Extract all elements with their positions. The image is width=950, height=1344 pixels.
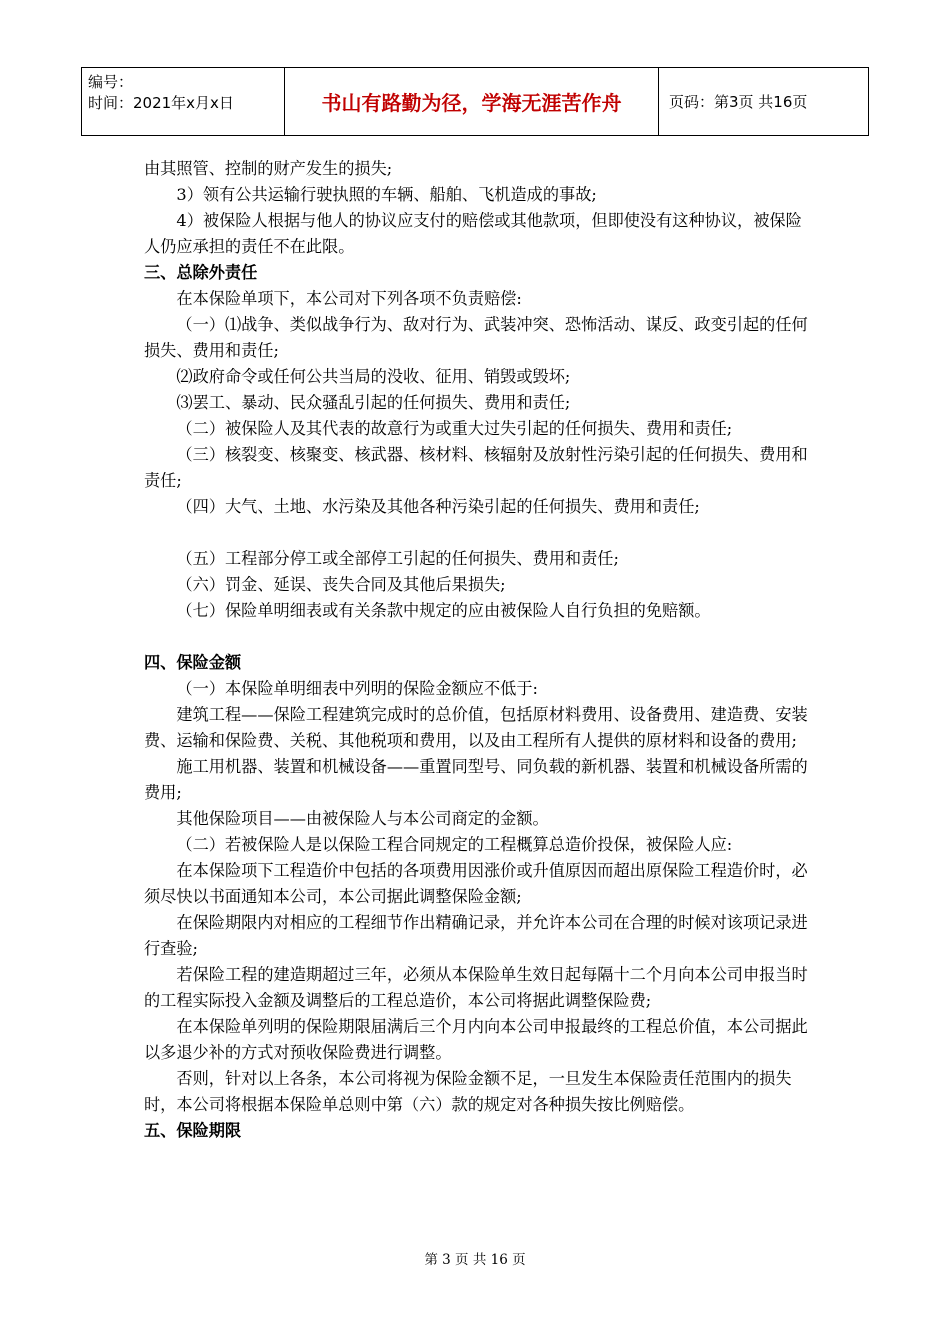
- page-footer: 第 3 页 共 16 页: [424, 1252, 526, 1268]
- paragraph: ⑶罢工、暴动、民众骚乱引起的任何损失、费用和责任;: [176, 393, 571, 412]
- paragraph: （五）工程部分停工或全部停工引起的任何损失、费用和责任;: [176, 549, 619, 568]
- paragraph: （二）若被保险人是以保险工程合同规定的工程概算总造价投保，被保险人应:: [176, 835, 733, 854]
- paragraph: 4）被保险人根据与他人的协议应支付的赔偿或其他款项，但即使没有这种协议，被保险人仍应承担的责任不在此限。: [144, 211, 802, 256]
- paragraph: 否则，针对以上各条，本公司将视为保险金额不足，一旦发生本保险责任范围内的损失时，本公司将根据本保险单总则中第（六）款的规定对各种损失按比例赔偿。: [144, 1069, 792, 1114]
- section-heading: 五、保险期限: [144, 1121, 242, 1140]
- header-motto: 书山有路勤为径，学海无涯苦作舟: [285, 68, 659, 135]
- paragraph: （一）⑴战争、类似战争行为、敌对行为、武装冲突、恐怖活动、谋反、政变引起的任何损失、费用和责任;: [144, 315, 808, 360]
- paragraph: （六）罚金、延误、丧失合同及其他后果损失;: [176, 575, 506, 594]
- paragraph: （二）被保险人及其代表的故意行为或重大过失引起的任何损失、费用和责任;: [176, 419, 733, 438]
- page-header: [81, 67, 869, 136]
- paragraph: 在本保险单列明的保险期限届满后三个月内向本公司申报最终的工程总价值，本公司据此以多退少补的方式对预收保险费进行调整。: [144, 1017, 808, 1062]
- section-heading: 四、保险金额: [144, 653, 242, 672]
- paragraph: ⑵政府命令或任何公共当局的没收、征用、销毁或毁坏;: [176, 367, 571, 386]
- paragraph: 若保险工程的建造期超过三年，必须从本保险单生效日起每隔十二个月向本公司申报当时的工程实际投入金额及调整后的工程总造价，本公司将据此调整保险费;: [144, 965, 808, 1010]
- paragraph: 由其照管、控制的财产发生的损失;: [144, 159, 393, 178]
- paragraph: 在本保险单项下，本公司对下列各项不负责赔偿:: [176, 289, 522, 308]
- paragraph: （四）大气、土地、水污染及其他各种污染引起的任何损失、费用和责任;: [176, 497, 700, 516]
- document-date-label: 时间：2021年x月x日: [88, 94, 234, 112]
- paragraph: 施工用机器、装置和机械设备——重置同型号、同负载的新机器、装置和机械设备所需的费用;: [144, 757, 808, 802]
- document-number-label: 编号：: [88, 73, 134, 91]
- paragraph: 其他保险项目——由被保险人与本公司商定的金额。: [176, 809, 549, 828]
- paragraph: （三）核裂变、核聚变、核武器、核材料、核辐射及放射性污染引起的任何损失、费用和责任;: [144, 445, 808, 490]
- paragraph: （一）本保险单明细表中列明的保险金额应不低于:: [176, 679, 538, 698]
- header-page-label: 页码：第3页 共16页: [669, 93, 808, 111]
- spacer: [144, 520, 814, 546]
- paragraph: 在保险期限内对相应的工程细节作出精确记录，并允许本公司在合理的时候对该项记录进行查验;: [144, 913, 808, 958]
- header-meta: [82, 68, 285, 135]
- section-heading: 三、总除外责任: [144, 263, 258, 282]
- document-body: [144, 156, 814, 1144]
- paragraph: 3）领有公共运输行驶执照的车辆、船舶、飞机造成的事故;: [176, 185, 597, 204]
- paragraph: （七）保险单明细表或有关条款中规定的应由被保险人自行负担的免赔额。: [176, 601, 711, 620]
- spacer: [144, 624, 814, 650]
- paragraph: 建筑工程——保险工程建筑完成时的总价值，包括原材料费用、设备费用、建造费、安装费、运输和保险费、关税、其他税项和费用，以及由工程所有人提供的原材料和设备的费用;: [144, 705, 808, 750]
- paragraph: 在本保险项下工程造价中包括的各项费用因涨价或升值原因而超出原保险工程造价时，必须尽快以书面通知本公司，本公司据此调整保险金额;: [144, 861, 808, 906]
